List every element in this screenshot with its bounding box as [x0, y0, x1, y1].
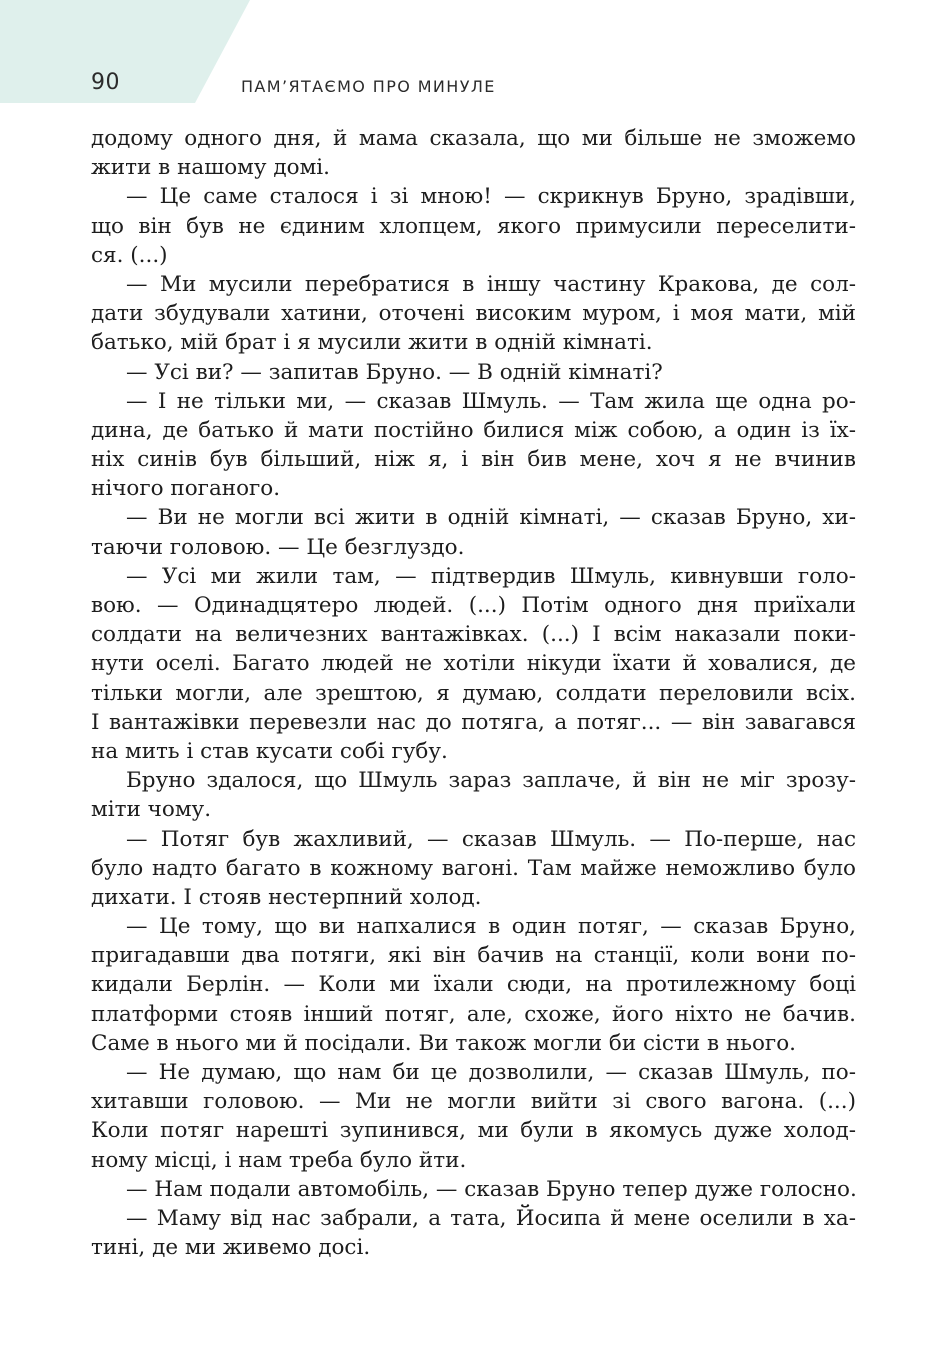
text-line: на мить і став кусати собі губу.: [91, 738, 448, 764]
text-line: — Це тому, що ви напхалися в один потяг, — сказав Бруно,: [126, 914, 856, 940]
header-accent-band: [0, 0, 250, 103]
text-line: жити в нашому домі.: [91, 155, 331, 181]
text-line: нути оселі. Багато людей не хотіли нікуди їхати й ховалися, де: [91, 651, 856, 677]
text-line: батько, мій брат і я мусили жити в одній кімнаті.: [91, 330, 653, 356]
text-line: І вантажівки перевезли нас до потяга, а потяг... — він завагався: [91, 709, 856, 735]
text-line: таючи головою. — Це безглуздо.: [91, 534, 465, 560]
text-line: — Ми мусили перебратися в іншу частину Кракова, де сол-: [126, 271, 856, 297]
text-line: тині, де ми живемо досі.: [91, 1235, 371, 1261]
text-line: Бруно здалося, що Шмуль зараз заплаче, й він не міг зрозу-: [126, 768, 856, 794]
text-line: — І не тільки ми, — сказав Шмуль. — Там жила ще одна ро-: [126, 388, 856, 414]
text-line: — Ви не могли всі жити в одній кімнаті, — сказав Бруно, хи-: [126, 505, 856, 531]
text-line: — Нам подали автомобіль, — сказав Бруно тепер дуже голосно.: [126, 1176, 857, 1202]
text-line: міти чому.: [91, 797, 212, 823]
text-line: ному місці, і нам треба було йти.: [91, 1147, 467, 1173]
text-line: солдати на величезних вантажівках. (...) І всім наказали поки-: [91, 622, 856, 648]
text-line: пригадавши два потяги, які він бачив на станції, коли вони по-: [91, 943, 856, 969]
text-line: ся. (...): [91, 242, 168, 268]
text-line: платформи стояв інший потяг, але, схоже, його ніхто не бачив.: [91, 1001, 856, 1027]
text-line: Саме в нього ми й посідали. Ви також могли би сісти в нього.: [91, 1030, 796, 1056]
text-line: — Маму від нас забрали, а тата, Йосипа й мене оселили в ха-: [126, 1205, 856, 1231]
text-line: хитавши головою. — Ми не могли вийти зі свого вагона. (...): [91, 1089, 856, 1115]
text-line: — Усі ми жили там, — підтвердив Шмуль, кивнувши голо-: [126, 563, 856, 589]
page-number: 90: [91, 70, 120, 95]
text-line: — Усі ви? — запитав Бруно. — В одній кімнаті?: [126, 359, 663, 385]
text-line: ніх синів був більший, ніж я, і він бив мене, хоч я не вчинив: [91, 447, 856, 473]
text-line: тільки могли, але зрештою, я думаю, солдати переловили всіх.: [91, 680, 856, 706]
text-line: дати збудували хатини, оточені високим муром, і моя мати, мій: [91, 301, 856, 327]
text-line: — Потяг був жахливий, — сказав Шмуль. — По-перше, нас: [126, 826, 856, 852]
text-line: кидали Берлін. — Коли ми їхали сюди, на протилежному боці: [91, 972, 856, 998]
body-text: [91, 124, 856, 1262]
text-line: — Це саме сталося і зі мною! — скрикнув Бруно, зрадівши,: [126, 184, 856, 210]
text-line: додому одного дня, й мама сказала, що ми більше не зможемо: [91, 126, 856, 151]
running-title: ПАМ’ЯТАЄМО ПРО МИНУЛЕ: [241, 77, 496, 96]
text-line: було надто багато в кожному вагоні. Там майже неможливо було: [91, 855, 856, 881]
text-line: вою. — Одинадцятеро людей. (...) Потім одного дня приїхали: [91, 593, 856, 618]
text-line: нічого поганого.: [91, 476, 281, 502]
text-line: дина, де батько й мати постійно билися між собою, а один із їх-: [91, 417, 856, 443]
text-line: що він був не єдиним хлопцем, якого примусили переселити-: [91, 213, 856, 239]
text-line: — Не думаю, що нам би це дозволили, — сказав Шмуль, по-: [126, 1060, 856, 1085]
text-line: дихати. І стояв нестерпний холод.: [91, 884, 482, 910]
text-line: Коли потяг нарешті зупинився, ми були в якомусь дуже холод-: [91, 1118, 856, 1144]
